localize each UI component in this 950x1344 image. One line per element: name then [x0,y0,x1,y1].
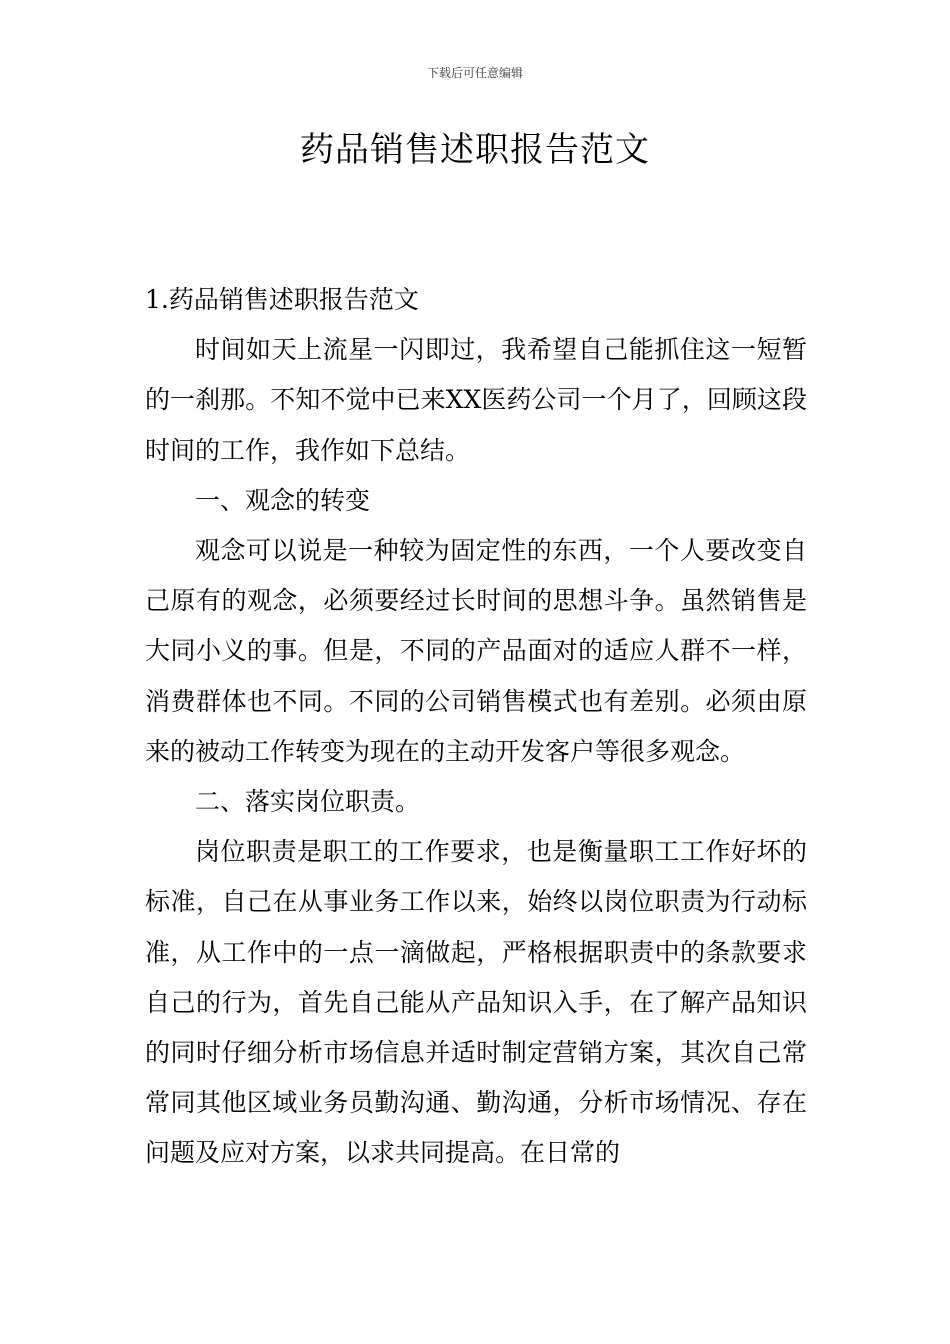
page-header-note: 下载后可任意编辑 [426,66,523,80]
concept-change-paragraph: 观念可以说是一种较为固定性的东西，一个人要改变自己原有的观念，必须要经过长时间的思想斗争。虽然销售是大同小义的事。但是，不同的产品面对的适应人群不一样，消费群体也不同。不同的公司销售模式也有差别。必须由原来的被动工作转变为现在的主动开发客户等很多观念。 [145,536,807,766]
heading-concept-change: 一、观念的转变 [195,485,371,515]
document-title: 药品销售述职报告范文 [300,130,650,170]
intro-paragraph: 时间如天上流星一闪即过，我希望自己能抓住这一短暂的一刹那。不知不觉中已来XX医药公司一个月了，回顾这段时间的工作，我作如下总结。 [145,335,807,465]
document-body [145,275,807,1179]
heading-job-responsibility: 二、落实岗位职责。 [195,787,421,817]
section-heading: 1.药品销售述职报告范文 [145,285,419,314]
job-responsibility-paragraph: 岗位职责是职工的工作要求，也是衡量职工工作好坏的标准，自己在从事业务工作以来，始终以岗位职责为行动标准，从工作中的一点一滴做起，严格根据职责中的条款要求自己的行为，首先自己能从产品知识入手，在了解产品知识的同时仔细分析市场信息并适时制定营销方案，其次自己常常同其他区域业务员勤沟通、勤沟通，分析市场情况、存在问题及应对方案，以求共同提高。在日常的 [145,837,807,1168]
